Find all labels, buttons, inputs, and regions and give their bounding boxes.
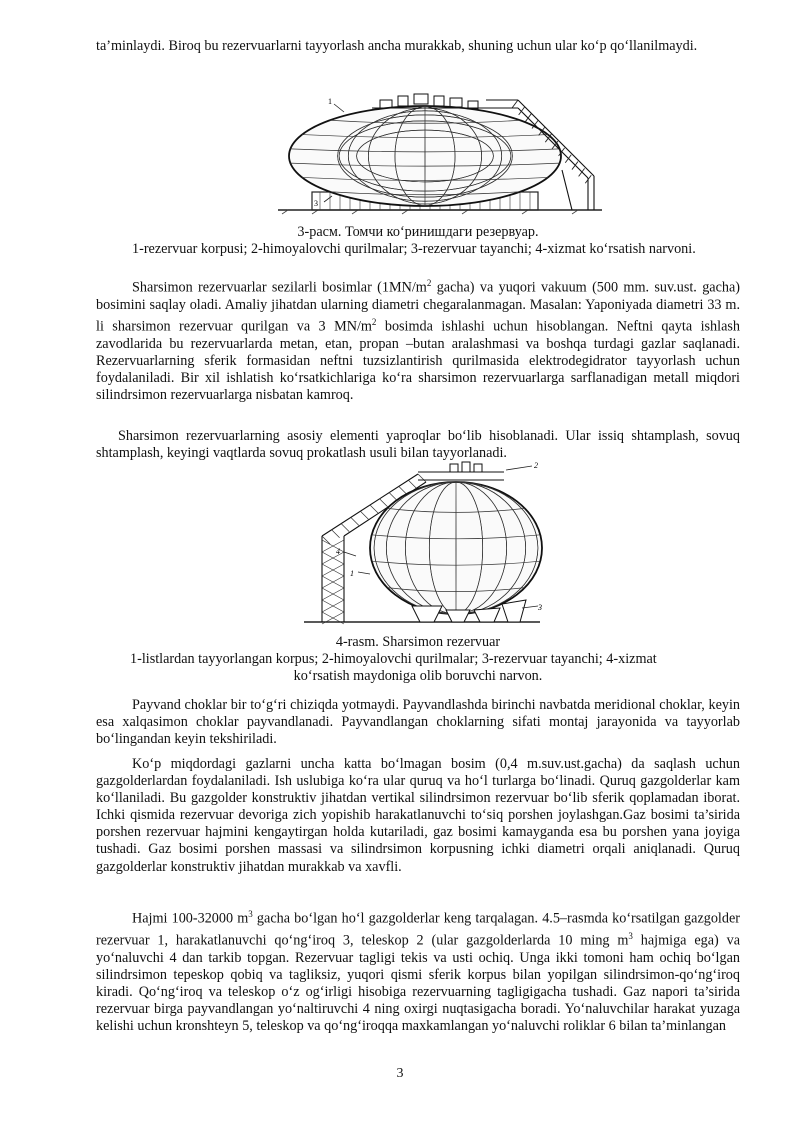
fig4-label-2: 2	[534, 461, 538, 470]
figure-3-legend: 1-rezervuar korpusi; 2-himoyalovchi qurilmalar; 3-rezervuar tayanchi; 4-xizmat ko‘rsatish narvoni.	[132, 241, 696, 257]
drawing-line	[360, 511, 368, 519]
p2-text-a: Sharsimon rezervuarlar sezilarli bosimlar (1MN/m	[132, 279, 427, 296]
fig3-label-3: 3	[314, 199, 318, 208]
figure-4-legend-line-1: 1-listlardan tayyorlangan korpus; 2-himoyalovchi qurilmalar; 3-rezervuar tayanchi; 4-xizmat	[130, 651, 657, 667]
p2-superscript-1: 2	[426, 278, 432, 288]
fig3-label-1: 1	[328, 97, 332, 106]
drop-reservoir-drawing	[272, 74, 610, 222]
paragraph-intro: ta’minlaydi. Biroq bu rezervuarlarni tayyorlash ancha murakkab, shuning uchun ular ko‘p qo‘llanilmaydi.	[96, 38, 698, 54]
drawing-line	[512, 100, 518, 108]
page-number: 3	[396, 1066, 404, 1081]
drawing-line	[370, 505, 378, 513]
p6-text-b: gacha bo‘lgan ho‘l gazgolderlar keng tarqalagan. 4.5–rasmda ko‘rsatilgan gazgolder rezervuar 1, harakatlanuvchi qo‘ng‘iroq 3, teleskop 2 (ular gazgolderlarda 10 ming m	[96, 910, 740, 949]
paragraph-weld-seams: Payvand choklar bir to‘g‘ri chiziqda yotmaydi. Payvandlashda birinchi navbatda meridional choklar, keyin esa xalqasimon choklar payvandlanadi. Payvandlangan choklarning sifati montaj jarayonida va tayyorlab bo‘lingandan keyin tekshiriladi.	[96, 697, 740, 748]
p2-text-b: gacha) va yuqori vakuum (500 mm. suv.ust. gacha) bosimini saqlay oladi. Amaliy jihatdan ularning diametri chegaralanmagan. Masalan: Yaponiyada diametri 33 m. li sharsimon rezervuar qurilgan va 3 MN/m	[96, 279, 740, 335]
drawing-line	[332, 530, 340, 538]
paragraph-wet-gasholders	[96, 906, 740, 1035]
figure-drop-reservoir	[272, 74, 610, 222]
drawing-line	[322, 536, 330, 544]
drawing-line	[380, 499, 388, 507]
p6-text-a: Hajmi 100-32000 m	[132, 910, 249, 927]
p6-text-c: hajmiga ega) va yo‘naluvchi 4 dan tarkib topgan. Rezervuar tagligi tekis va usti ochiq. Unga ikki tomoni ham ochiq bo‘lgan silindrsimon tepeskop qobiq va tagliksiz, yuqori qismi sferik korpus bilan yopilgan silindrsimon-qo‘ng‘iroq kiradi. Qo‘ng‘iroq va teleskop o‘z og‘irligi hisobiga rezervuarning tagligigacha tushadi. Gaz napori ta’sirida rezervuar birga payvandlangan yo‘naltiruvchi 4 ning oxirgi nuqtasigacha boradi. Yo‘naluvchilar harakat yuzaga kelishi uchun kronshteyn 5, teleskop va qo‘ng‘iroqqa maxkamlangan yo‘naluvchi roliklar 6 bilan ta’minlangan	[96, 932, 740, 1035]
figure-4-legend-line-2: ko‘rsatish maydoniga olib boruvchi narvon.	[293, 668, 543, 684]
p6-superscript-1: 3	[248, 909, 253, 919]
fig4-label-4: 4	[336, 547, 340, 556]
drawing-line	[341, 524, 349, 532]
drawing-line	[418, 474, 426, 482]
drawing-line	[351, 517, 359, 525]
figure-4-caption: 4-rasm. Sharsimon rezervuar	[335, 634, 501, 650]
figure-spherical-reservoir	[300, 460, 546, 630]
p6-superscript-2: 3	[628, 930, 633, 941]
drawing-line	[408, 480, 416, 488]
paragraph-sheet-elements: Sharsimon rezervuarlarning asosiy elementi yaproqlar bo‘lib hisoblanadi. Ular issiq shtamplash, sovuq shtamplash, keyingi vaqtlarda sovuq prokatlash usuli bilan tayyorlanadi.	[96, 428, 740, 462]
paragraph-gasholders: Ko‘p miqdordagi gazlarni uncha katta bo‘lmagan bosim (0,4 m.suv.ust.gacha) da saqlash uchun gazgolderlardan foydalaniladi. Ish uslubiga ko‘ra ular quruq va ho‘l turlarga bo‘linadi. Quruq gazgolderlar kam ko‘llaniladi. Bu gazgolder konstruktiv jihatdan vertikal silindrsimon rezervuar bo‘lib sferik qoplamadan iborat. Ichki qismida rezervuar devoriga zich yopishib harakatlanuvchi to‘siq porshen joylashgan.Gaz bosimi ta’sirida porshen rezervuar hajmini kengaytirgan holda kutariladi, gaz bosimi kamayganda esa bu porshen yana joyiga tushadi. Gaz bosimi porshen massasi va silindrsimon korpusning ichki diametri orqali aniqlanadi. Quruq gazgolderlar konstruktiv jihatdan murakkab va xavfli.	[96, 756, 740, 875]
p2-text-c: bosimda ishlashi uchun hisoblangan. Neftni qayta ishlash zavodlarida bu rezervuarlarda metan, etan, propan –butan aralashmasi va boshqa turdagi gazlar saqlanadi. Rezervuarlarning sferik formasidan neftni tuzsizlantirish qurilmasida elektrodegidrator tayyorlash uchun foydalaniladi. Bir xil ishlatish ko‘rsatkichlariga ko‘ra sharsimon rezervuarlarga sarflanadigan metall miqdori silindrsimon rezervuarlarga nisbatan kamroq.	[96, 318, 740, 404]
spherical-reservoir-drawing	[300, 460, 546, 630]
fig4-label-3: 3	[538, 603, 542, 612]
fig4-label-1: 1	[350, 569, 354, 578]
figure-3-caption: 3-расм. Томчи ко‘ринишдаги резервуар.	[297, 224, 539, 240]
p2-superscript-2: 2	[371, 316, 377, 327]
drawing-line	[389, 493, 397, 501]
paragraph-spherical-reservoirs	[96, 275, 740, 404]
drawing-line	[399, 486, 407, 494]
